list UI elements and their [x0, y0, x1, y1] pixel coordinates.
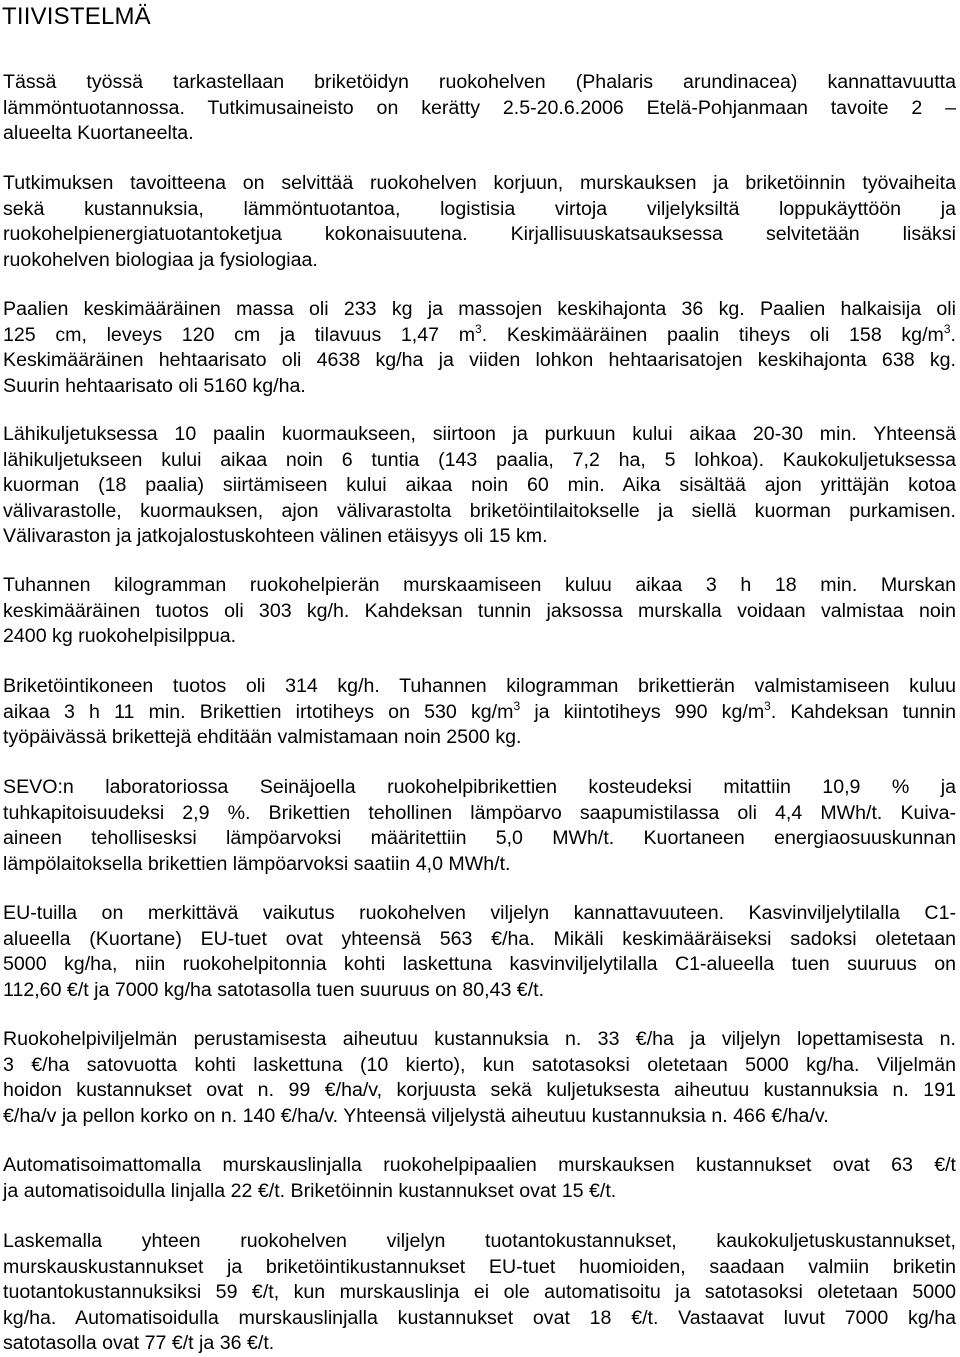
- paragraph-line: ruokohelven biologiaa ja fysiologiaa.: [3, 248, 318, 271]
- paragraph-line: Paalien keskimääräinen massa oli 233 kg ja massojen keskihajonta 36 kg. Paalien halkaisija oli: [3, 298, 956, 320]
- paragraph-line: 125 cm, leveys 120 cm ja tilavuus 1,47 $m^3$. Keskimääräinen paalin tiheys oli 158 $kg/m^3$.: [3, 321, 956, 346]
- paragraph-line: Automatisoimattomalla murskauslinjalla ruokohelpipaalien murskauksen kustannukset ovat 63 €/t: [3, 1154, 956, 1176]
- paragraph-line: Keskimääräinen hehtaarisato oli 4638 kg/ha ja viiden lohkon hehtaarisatojen keskihajonta 638 kg.: [3, 349, 956, 371]
- paragraph: [3, 901, 956, 1003]
- paragraph: [3, 422, 956, 550]
- paragraph-line: työpäivässä brikettejä ehditään valmistamaan noin 2500 kg.: [3, 726, 522, 748]
- paragraph-line: välivarastolle, kuormauksen, ajon välivarastolta briketöintilaitokselle ja siellä kuorman purkamisen.: [3, 499, 956, 522]
- paragraph-line: lämpölaitoksella brikettien lämpöarvoksi saatiin 4,0 MWh/t.: [3, 852, 511, 875]
- paragraph-line: alueella (Kuortane) EU-tuet ovat yhteensä 563 €/ha. Mikäli keskimääräiseksi sadoksi oletetaan: [3, 927, 956, 950]
- paragraph-line: €/ha/v ja pellon korko on n. 140 €/ha/v. Yhteensä viljelystä aiheutuu kustannuksia n. 466 €/ha/v.: [3, 1104, 829, 1127]
- paragraph-line: Lähikuljetuksessa 10 paalin kuormaukseen, siirtoon ja purkuun kului aikaa 20-30 min. Yhteensä: [3, 423, 956, 445]
- paragraph-line: lähikuljetukseen kului aikaa noin 6 tuntia (143 paalia, 7,2 ha, 5 lohkoa). Kaukokuljetuksessa: [3, 448, 956, 471]
- paragraph-line: Ruokohelpiviljelmän perustamisesta aiheutuu kustannuksia n. 33 €/ha ja viljelyn lopettamisesta n.: [3, 1028, 956, 1050]
- paragraph-line: 2400 kg ruokohelpisilppua.: [3, 625, 237, 647]
- paragraph-line: hoidon kustannukset ovat n. 99 €/ha/v, korjuusta sekä kuljetuksesta aiheutuu kustannuksia n. 191: [3, 1079, 956, 1101]
- page-title: TIIVISTELMÄ: [2, 3, 151, 30]
- paragraph-line: SEVO:n laboratoriossa Seinäjoella ruokohelpibrikettien kosteudeksi mitattiin 10,9 % ja: [3, 776, 956, 798]
- paragraph-line: ruokohelpienergiatuotantoketjua kokonaisuutena. Kirjallisuuskatsauksessa selvitetään lisäksi: [3, 223, 956, 245]
- paragraph-line: 112,60 €/t ja 7000 kg/ha satotasolla tuen suuruus on 80,43 €/t.: [3, 978, 545, 1001]
- paragraph-line: Briketöintikoneen tuotos oli 314 kg/h. Tuhannen kilogramman brikettierän valmistamiseen kuluu: [3, 675, 956, 697]
- paragraph: [3, 775, 956, 877]
- paragraph: [3, 573, 956, 650]
- paragraph-line: Tässä työssä tarkastellaan briketöidyn ruokohelven (Phalaris arundinacea) kannattavuutta: [3, 71, 956, 93]
- paragraph-line: sekä kustannuksia, lämmöntuotantoa, logistisia virtoja viljelyksiltä loppukäyttöön ja: [3, 197, 956, 220]
- paragraph-line: alueelta Kuortaneelta.: [3, 122, 194, 144]
- paragraph-line: 5000 kg/ha, niin ruokohelpitonnia kohti laskettuna kasvinviljelytilalla C1-alueella tuen suuruus on: [3, 953, 956, 975]
- paragraph-line: Välivaraston ja jatkojalostuskohteen välinen etäisyys oli 15 km.: [3, 525, 548, 547]
- paragraph: [3, 674, 956, 751]
- paragraph-line: Tuhannen kilogramman ruokohelpierän murskaamiseen kuluu aikaa 3 h 18 min. Murskan: [3, 574, 956, 596]
- paragraph: [3, 1229, 956, 1357]
- paragraph-line: aikaa 3 h 11 min. Brikettien irtotiheys on 530 $kg/m^3$ ja kiintotiheys 990 $kg/m^3$. Kahdeksan tunnin: [3, 698, 957, 723]
- paragraph-line: satotasolla ovat 77 €/t ja 36 €/t.: [3, 1332, 275, 1354]
- paragraph-line: 3 €/ha satovuotta kohti laskettuna (10 kierto), kun satotasoksi oletetaan 5000 kg/ha. Viljelmän: [3, 1053, 956, 1076]
- paragraph-line: keskimääräinen tuotos oli 303 kg/h. Kahdeksan tunnin jaksossa murskalla voidaan valmistaa noin: [3, 599, 956, 622]
- paragraph-line: murskauskustannukset ja briketöintikustannukset EU-tuet huomioiden, saadaan valmiin briketin: [3, 1255, 956, 1278]
- paragraph: [3, 297, 956, 399]
- paragraph-line: Laskemalla yhteen ruokohelven viljelyn tuotantokustannukset, kaukokuljetuskustannukset,: [3, 1230, 956, 1252]
- paragraph-line: ja automatisoidulla linjalla 22 €/t. Briketöinnin kustannukset ovat 15 €/t.: [3, 1179, 617, 1202]
- paragraph: [3, 1153, 956, 1204]
- paragraph-line: lämmöntuotannossa. Tutkimusaineisto on kerätty 2.5-20.6.2006 Etelä-Pohjanmaan tavoite 2 –: [3, 96, 956, 119]
- paragraph-line: Tutkimuksen tavoitteena on selvittää ruokohelven korjuun, murskauksen ja briketöinnin työvaiheita: [3, 172, 956, 194]
- paragraph-line: kg/ha. Automatisoidulla murskauslinjalla kustannukset ovat 18 €/t. Vastaavat luvut 7000 kg/ha: [3, 1306, 956, 1329]
- paragraph: [3, 1027, 956, 1129]
- paragraph-line: aineen tehollisesksi lämpöarvoksi määritettiin 5,0 MWh/t. Kuortaneen energiaosuuskunnan: [3, 827, 956, 849]
- paragraph: [3, 171, 956, 273]
- paragraph-line: kuorman (18 paalia) siirtämiseen kului aikaa noin 60 min. Aika sisältää ajon yrittäjän kotoa: [3, 474, 956, 496]
- paragraph-line: EU-tuilla on merkittävä vaikutus ruokohelven viljelyn kannattavuuteen. Kasvinviljelytilalla C1-: [3, 902, 956, 924]
- paragraph-line: tuhkapitoisuudeksi 2,9 %. Brikettien tehollinen lämpöarvo saapumistilassa oli 4,4 MWh/t. Kuiva-: [3, 801, 956, 824]
- paragraph-line: Suurin hehtaarisato oli 5160 kg/ha.: [3, 374, 306, 397]
- paragraph-line: tuotantokustannuksiksi 59 €/t, kun murskauslinja ei ole automatisoitu ja satotasoksi oletetaan 5000: [3, 1281, 956, 1303]
- paragraph: [3, 70, 956, 147]
